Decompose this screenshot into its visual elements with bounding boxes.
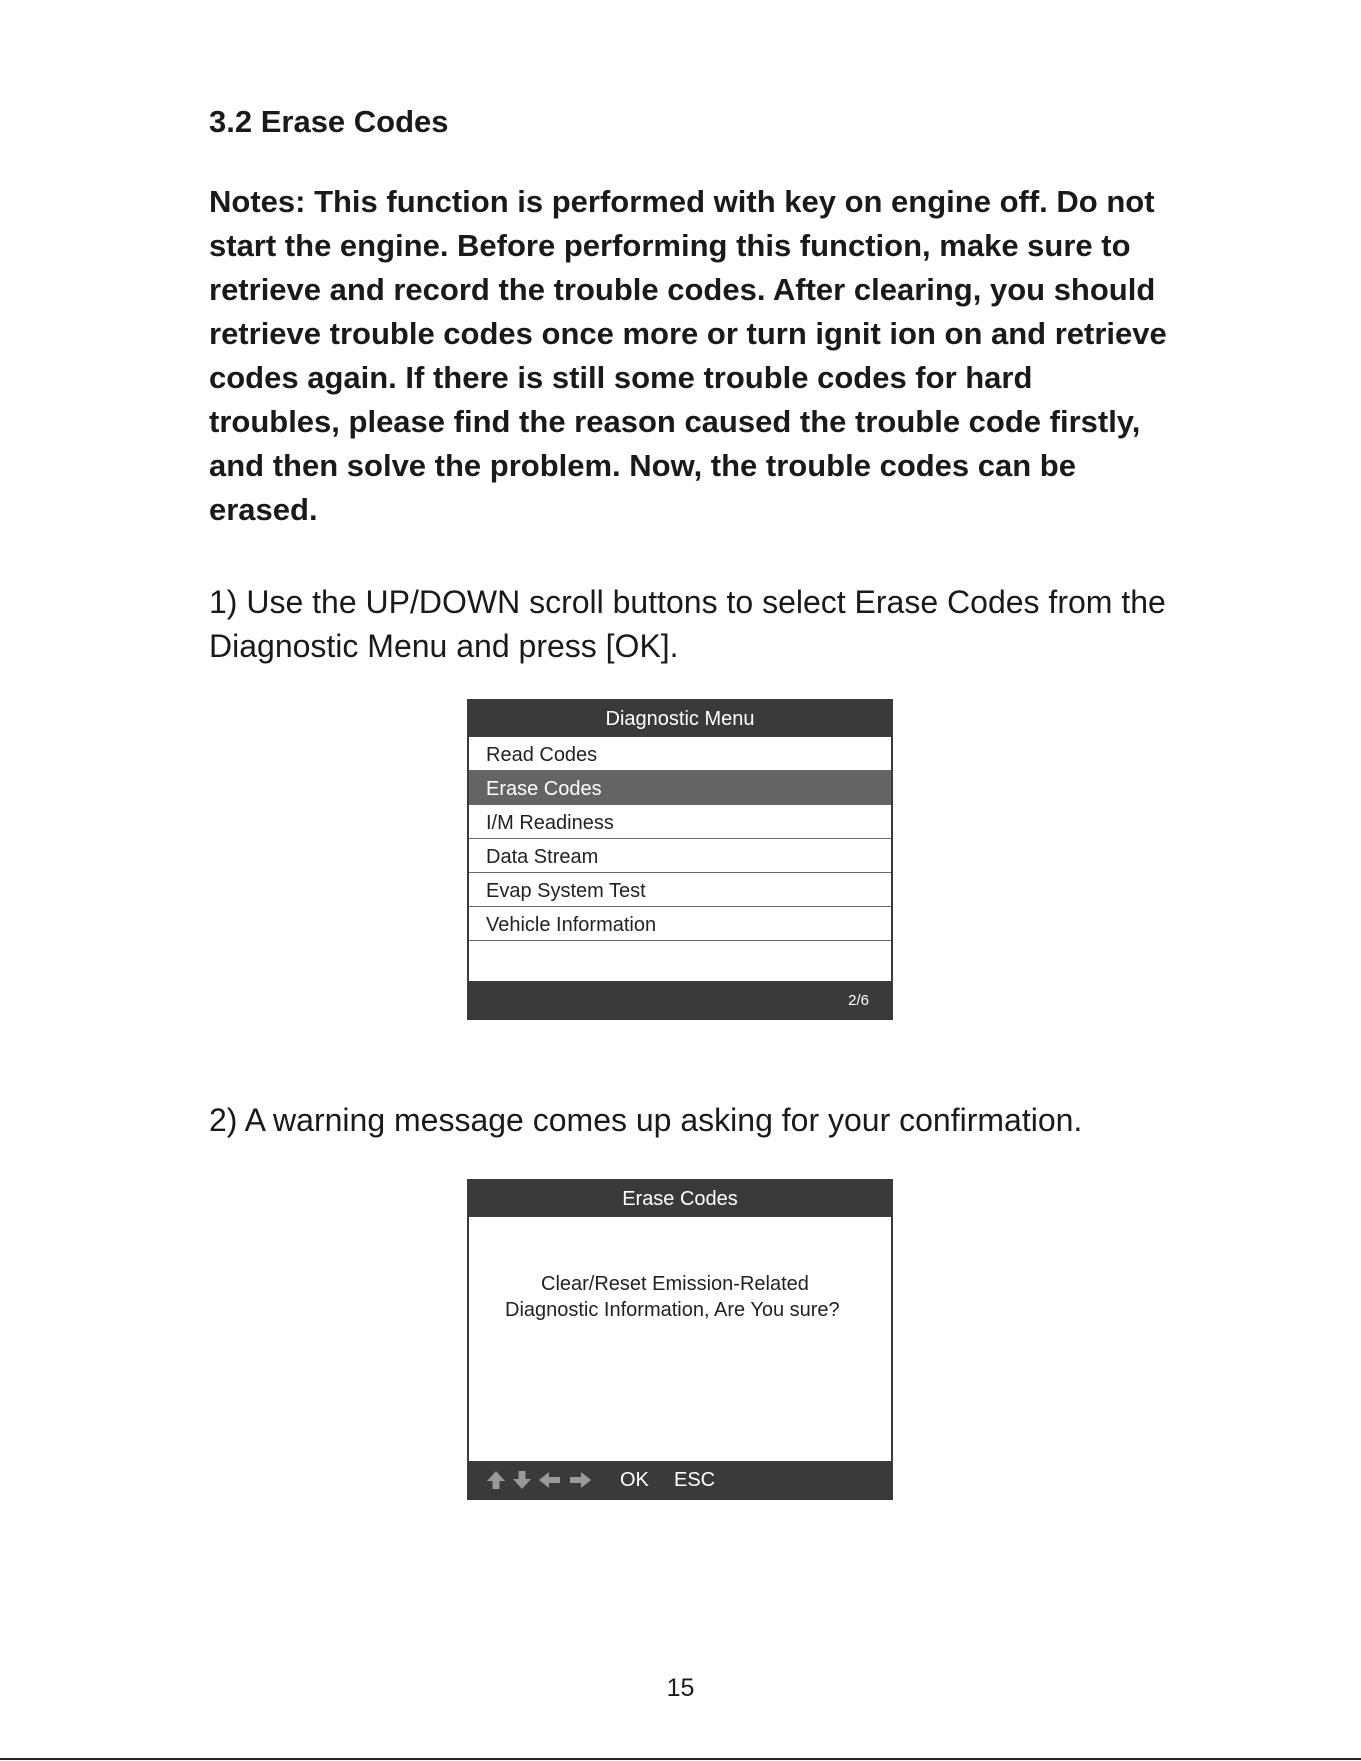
section-heading: 3.2 Erase Codes (209, 104, 449, 139)
diagnostic-menu-title: Diagnostic Menu (605, 708, 755, 730)
arrow-left-icon[interactable] (537, 1470, 563, 1490)
step-1-text: 1) Use the UP/DOWN scroll buttons to select Erase Codes from the Diagnostic Menu and press [OK]. (209, 584, 1166, 664)
arrow-right-icon[interactable] (567, 1470, 593, 1490)
erase-codes-dialog (467, 1179, 893, 1500)
menu-item-erase-codes[interactable]: Erase Codes (469, 771, 891, 805)
erase-dialog-message: Clear/Reset Emission-Related Diagnostic Information, Are You sure? (505, 1273, 840, 1321)
menu-item-vehicle-information[interactable]: Vehicle Information (469, 907, 891, 941)
diagnostic-menu-footer (469, 981, 891, 1018)
menu-item-data-stream[interactable]: Data Stream (469, 839, 891, 873)
navigation-arrows (485, 1470, 593, 1490)
page-number: 15 (666, 1674, 695, 1702)
ok-button[interactable]: OK (620, 1469, 649, 1491)
page-indicator: 2/6 (848, 992, 869, 1009)
arrow-up-icon[interactable] (485, 1470, 507, 1490)
menu-item-evap-system-test[interactable]: Evap System Test (469, 873, 891, 907)
esc-button[interactable]: ESC (674, 1469, 716, 1491)
notes-paragraph: Notes: This function is performed with key on engine off. Do not start the engine. Before performing this function, make sure to retrieve and record the trouble codes. After clearing, you should retrieve trouble codes once more or turn ignit ion on and retrieve codes again. If there is still some trouble codes for hard troubles, please find the reason caused the trouble code firstly, and then solve the problem. Now, the trouble codes can be erased. (209, 184, 1167, 527)
menu-item-read-codes[interactable]: Read Codes (469, 737, 891, 771)
step-2-text: 2) A warning message comes up asking for your confirmation. (209, 1102, 1083, 1138)
erase-dialog-title: Erase Codes (622, 1188, 738, 1210)
menu-item-im-readiness[interactable]: I/M Readiness (469, 805, 891, 839)
menu-item-empty (469, 941, 891, 975)
diagnostic-menu-screen (467, 699, 893, 1020)
erase-dialog-footer (469, 1461, 891, 1498)
diagnostic-menu-list (469, 737, 891, 981)
erase-dialog-body (469, 1217, 891, 1461)
arrow-down-icon[interactable] (511, 1470, 533, 1490)
bottom-rule (0, 1758, 1361, 1760)
